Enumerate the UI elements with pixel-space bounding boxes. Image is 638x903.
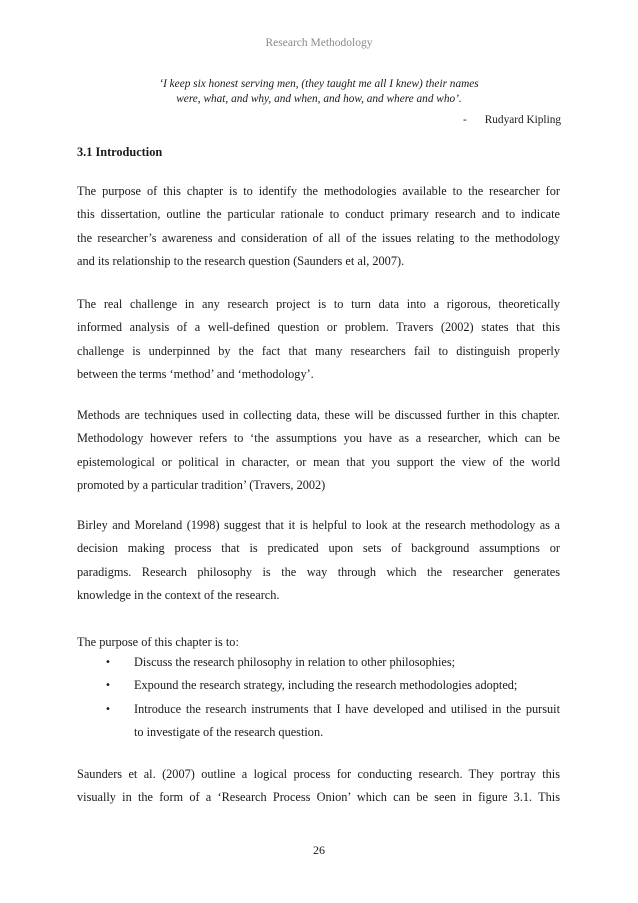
list-item [77,674,560,697]
paragraph-birley-moreland [77,514,560,608]
paragraph-line: the researcher’s awareness and consideration of all of the issues relating to the methodology [77,230,560,245]
paragraph-line: Birley and Moreland (1998) suggest that it is helpful to look at the research methodology as a [77,518,560,532]
paragraph-line: this dissertation, outline the particular rationale to conduct primary research and to indicate [77,207,560,222]
paragraph-line: Saunders et al. (2007) outline a logical process for conducting research. They portray this [77,767,560,781]
list-item [77,698,560,745]
paragraph-methods-definition [77,404,560,498]
paragraph-line: epistemological or political in character, or mean that you support the view of the world [77,454,560,469]
attribution-dash: - [462,114,467,126]
purpose-bullet-list [77,651,560,745]
epigraph-attribution [463,114,561,126]
paragraph-line: informed analysis of a well-defined question or problem. Travers (2002) states that this [77,320,560,335]
paragraph-line: knowledge in the context of the research. [77,588,280,603]
list-item [77,651,560,674]
paragraph-line: decision making process that is predicated upon sets of background assumptions or [77,541,560,556]
paragraph-real-challenge [77,293,560,387]
paragraph-line: promoted by a particular tradition’ (Travers, 2002) [77,478,326,493]
page-number: 26 [313,843,325,857]
paragraph-line: challenge is underpinned by the fact that many researchers fail to distinguish properly [77,343,560,358]
bullet-icon: • [105,680,111,692]
paragraph-line: visually in the form of a ‘Research Process Onion’ which can be seen in figure 3.1. This [77,790,560,805]
paragraph-line: The real challenge in any research project is to turn data into a rigorous, theoretically [77,297,560,311]
section-heading: 3.1 Introduction [77,145,163,159]
paragraph-line: The purpose of this chapter is to identify the methodologies available to the researcher for [77,184,560,198]
list-item-text-continued: to investigate of the research question. [134,725,324,740]
paragraph-line: and its relationship to the research question (Saunders et al, 2007). [77,254,405,269]
bullet-icon: • [105,703,111,715]
epigraph-quote-line-1: ‘I keep six honest serving men, (they taught me all I knew) their names [159,78,479,90]
paragraph-research-onion [77,763,560,810]
running-header: Research Methodology [265,37,373,49]
list-item-text: Discuss the research philosophy in relation to other philosophies; [134,655,456,669]
paragraph-line: paradigms. Research philosophy is the way through which the researcher generates [77,564,560,579]
paragraph-line: The purpose of this chapter is to: [77,635,239,649]
paragraph-line: Methodology however refers to ‘the assumptions you have as a researcher, which can be [77,431,560,446]
paragraph-intro-purpose [77,180,560,274]
list-item-text: Expound the research strategy, including the research methodologies adopted; [134,678,518,693]
paragraph-line: between the terms ‘method’ and ‘methodology’. [77,367,314,382]
bullet-icon: • [105,657,111,668]
list-item-text: Introduce the research instruments that I have developed and utilised in the pursuit [134,701,560,716]
paragraph-line: Methods are techniques used in collecting data, these will be discussed further in this chapter. [77,408,560,422]
attribution-author: Rudyard Kipling [484,114,561,126]
epigraph-quote-line-2: were, what, and why, and when, and how, and where and who’. [176,93,462,105]
